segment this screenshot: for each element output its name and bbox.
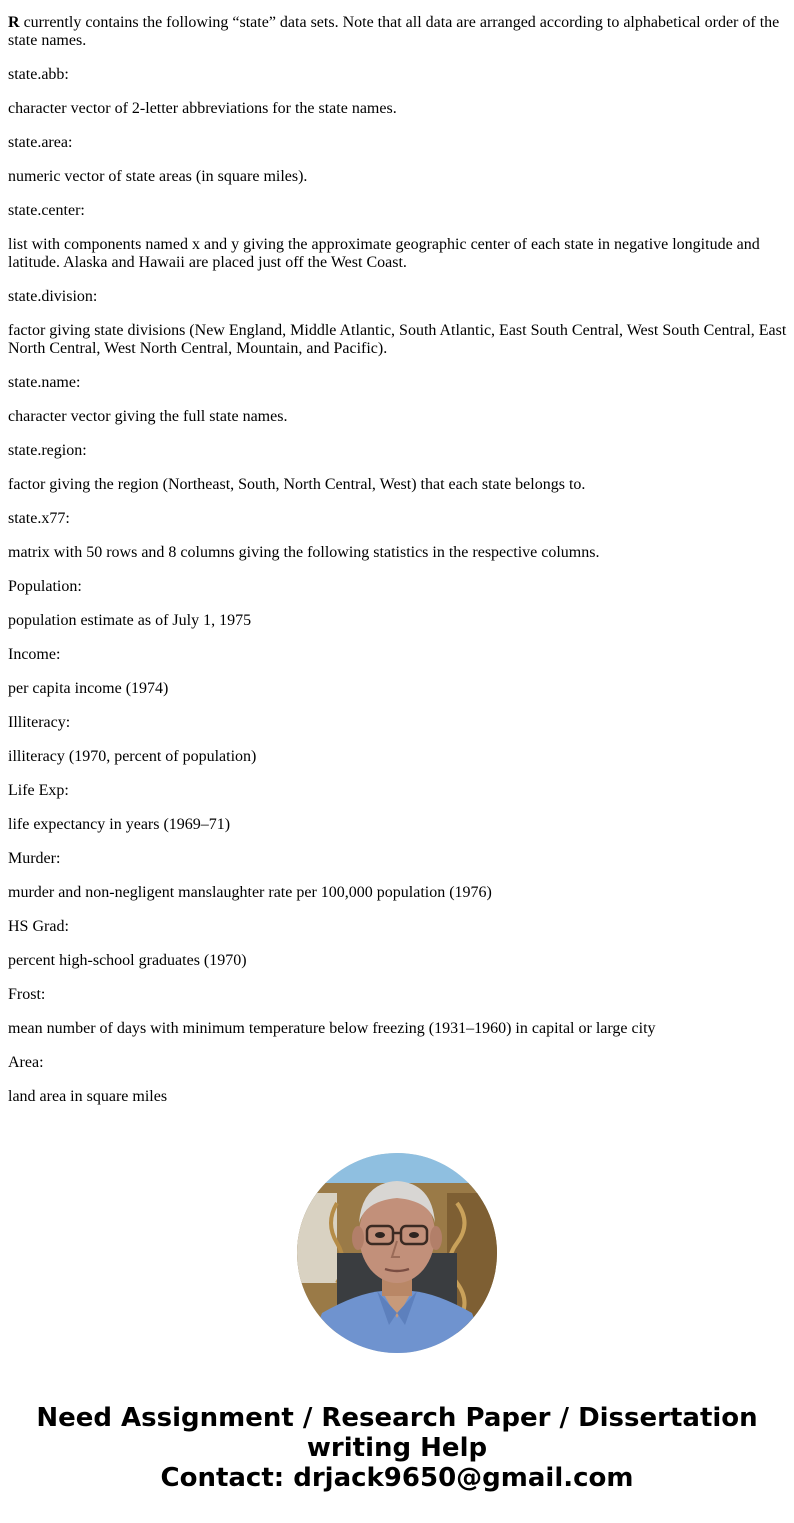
paragraph: Murder: xyxy=(8,850,61,867)
footer-line-1: Need Assignment / Research Paper / Dissertation xyxy=(36,1403,758,1433)
paragraph: Population: xyxy=(8,578,82,595)
footer-contact: Contact: drjack9650@gmail.com xyxy=(160,1463,634,1493)
paragraph: Area: xyxy=(8,1054,44,1071)
paragraph: mean number of days with minimum temperature below freezing (1931–1960) in capital or large city xyxy=(8,1020,656,1037)
paragraph: factor giving the region (Northeast, South, North Central, West) that each state belongs to. xyxy=(8,476,586,493)
paragraph: state.abb: xyxy=(8,66,69,83)
paragraph-list xyxy=(8,66,788,1106)
paragraph: list with components named x and y giving the approximate geographic center of each state in negative longitude and latitude. Alaska and Hawaii are placed just off the West Coast. xyxy=(8,236,760,271)
paragraph: Illiteracy: xyxy=(8,714,71,731)
paragraph: life expectancy in years (1969–71) xyxy=(8,816,231,833)
paragraph: state.division: xyxy=(8,288,98,305)
paragraph: matrix with 50 rows and 8 columns giving the following statistics in the respective columns. xyxy=(8,544,600,561)
paragraph: murder and non-negligent manslaughter rate per 100,000 population (1976) xyxy=(8,884,492,901)
paragraph: Income: xyxy=(8,646,61,663)
author-photo-image xyxy=(297,1153,497,1353)
paragraph: HS Grad: xyxy=(8,918,69,935)
paragraph: character vector giving the full state names. xyxy=(8,408,288,425)
paragraph: illiteracy (1970, percent of population) xyxy=(8,748,257,765)
footer-line-2: writing Help xyxy=(306,1433,488,1463)
paragraph: population estimate as of July 1, 1975 xyxy=(8,612,252,629)
paragraph: numeric vector of state areas (in square miles). xyxy=(8,168,308,185)
paragraph: percent high-school graduates (1970) xyxy=(8,952,247,969)
paragraph: state.center: xyxy=(8,202,85,219)
paragraph: land area in square miles xyxy=(8,1088,168,1105)
paragraph: factor giving state divisions (New England, Middle Atlantic, South Atlantic, East South Central, West South Central, East North Central, West North Central, Mountain, and Pacific). xyxy=(8,322,787,357)
intro-lead: R xyxy=(8,14,20,31)
paragraph: state.region: xyxy=(8,442,87,459)
paragraph: state.x77: xyxy=(8,510,70,527)
paragraph: Life Exp: xyxy=(8,782,69,799)
footer-banner xyxy=(0,1403,794,1493)
paragraph: state.name: xyxy=(8,374,81,391)
intro-text: currently contains the following “state” data sets. Note that all data are arranged according to alphabetical order of the state names. xyxy=(8,14,780,49)
paragraph: Frost: xyxy=(8,986,46,1003)
author-photo xyxy=(297,1153,497,1353)
paragraph: character vector of 2-letter abbreviations for the state names. xyxy=(8,100,397,117)
document-body xyxy=(8,14,788,1122)
paragraph: state.area: xyxy=(8,134,73,151)
paragraph: per capita income (1974) xyxy=(8,680,169,697)
intro-paragraph xyxy=(8,14,788,50)
